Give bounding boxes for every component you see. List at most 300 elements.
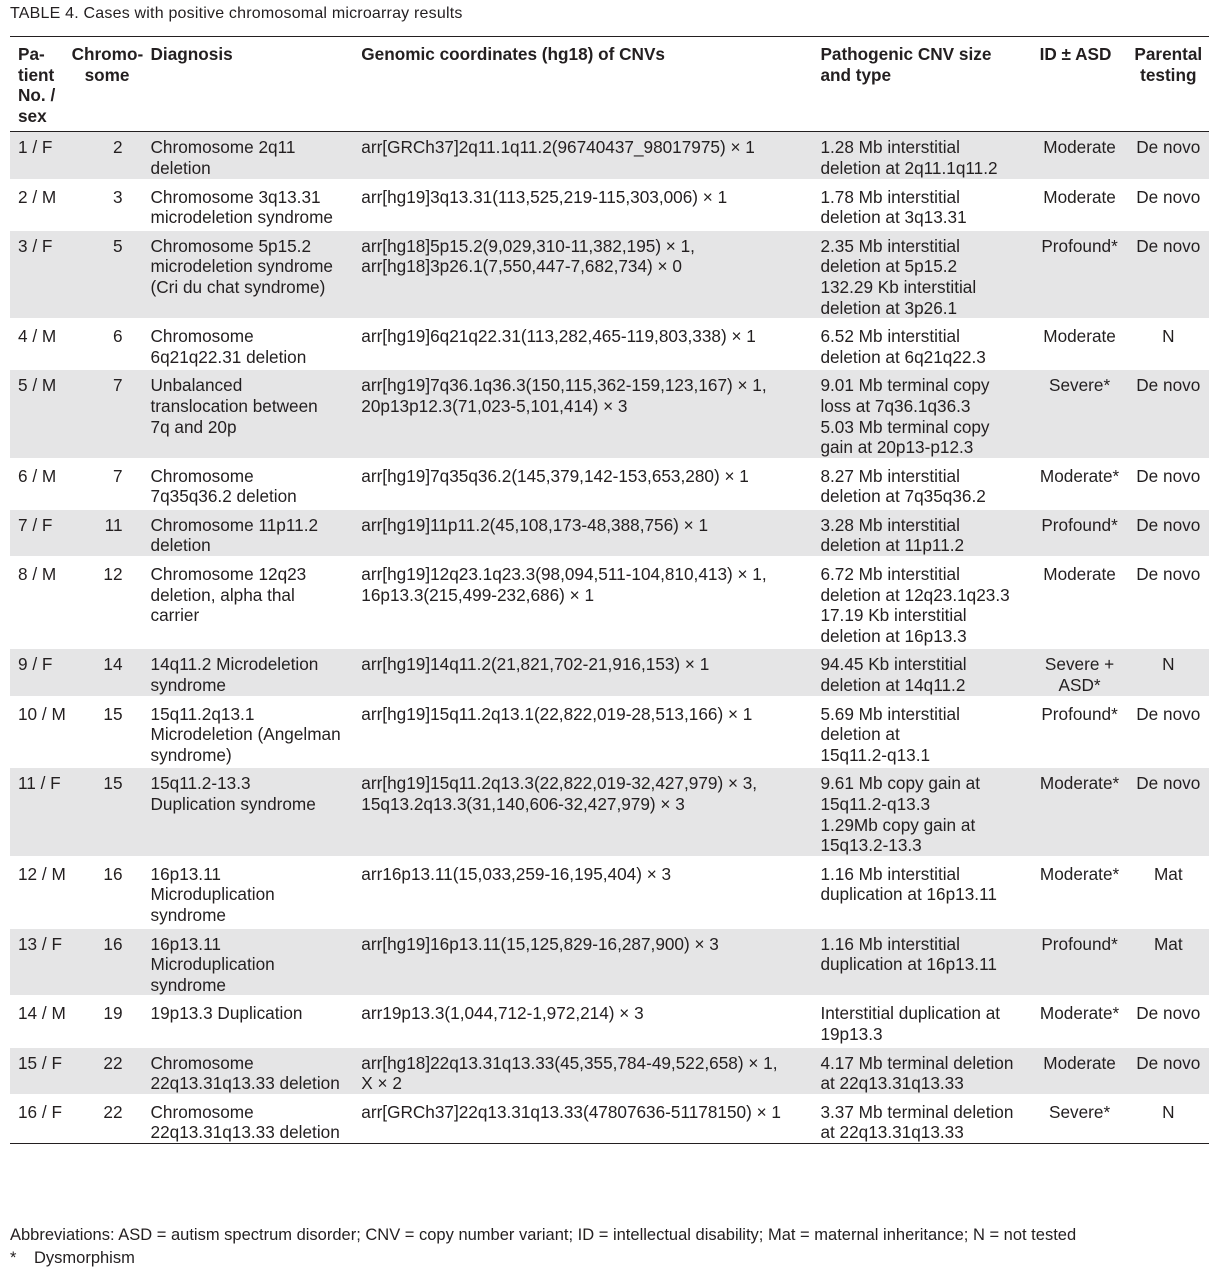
cell-diagnosis-line: Microduplication — [150, 954, 275, 975]
cell-chromosome-line: 12 — [103, 564, 123, 585]
table-row — [10, 320, 1209, 369]
cell-cnv-size — [812, 180, 1031, 229]
cell-patient-line: 2 / M — [18, 186, 57, 207]
cell-cnv-size-line: 15q11.2-q13.1 — [820, 744, 931, 765]
cell-parental-testing — [1128, 767, 1209, 857]
cell-cnv-size — [812, 767, 1031, 857]
cell-chromosome — [72, 697, 143, 767]
cell-patient — [10, 320, 72, 369]
cell-parental-testing — [1128, 648, 1209, 697]
cell-diagnosis-line: deletion — [150, 157, 211, 178]
cell-diagnosis-line: microdeletion syndrome — [150, 207, 333, 228]
header-coordinates: Genomic coordinates (hg18) of CNVs — [361, 44, 665, 64]
cell-parental-testing — [1128, 927, 1209, 997]
cell-parental-testing — [1128, 180, 1209, 229]
cell-patient-line: 16 / F — [18, 1101, 62, 1122]
cell-diagnosis-line: Chromosome 2q11 — [150, 137, 296, 158]
cell-diagnosis-line: syndrome) — [150, 744, 232, 765]
cell-parental-testing — [1128, 320, 1209, 369]
cell-id-asd — [1032, 927, 1128, 997]
cell-cnv-size-line: deletion at 12q23.1q23.3 — [820, 584, 1010, 605]
cell-cnv-size-line: 1.28 Mb interstitial — [820, 137, 960, 158]
cell-id-asd — [1032, 508, 1128, 557]
cell-patient-line: 12 / M — [18, 863, 66, 884]
cell-parental-testing-line: De novo — [1136, 375, 1201, 396]
cell-cnv-size-line: deletion at 14q11.2 — [820, 675, 966, 696]
cell-coordinates — [353, 459, 812, 508]
cell-parental-testing-line: De novo — [1136, 186, 1201, 207]
cell-cnv-size-line: loss at 7q36.1q36.3 — [820, 395, 971, 416]
cell-cnv-size-line: duplication at 16p13.11 — [820, 884, 997, 905]
cell-chromosome-line: 22 — [103, 1052, 123, 1073]
cell-diagnosis — [143, 767, 354, 857]
cell-parental-testing-line: De novo — [1136, 564, 1201, 585]
cell-cnv-size — [812, 369, 1031, 459]
cell-diagnosis-line: 19p13.3 Duplication — [150, 1003, 303, 1024]
cell-cnv-size-line: 4.17 Mb terminal deletion — [820, 1052, 1014, 1073]
cell-chromosome — [72, 320, 143, 369]
cell-patient — [10, 1046, 72, 1095]
cell-diagnosis — [143, 927, 354, 997]
cell-patient-line: 15 / F — [18, 1052, 62, 1073]
cell-cnv-size-line: deletion at 6q21q22.3 — [820, 346, 986, 367]
cell-patient-line: 6 / M — [18, 465, 57, 486]
cell-diagnosis-line: 15q11.2q13.1 — [150, 703, 255, 724]
cell-id-asd-line: Moderate — [1043, 137, 1116, 158]
cell-coordinates-line: X × 2 — [361, 1073, 402, 1094]
cell-coordinates-line: arr[hg19]6q21q22.31(113,282,465-119,803,338) × 1 — [361, 326, 756, 347]
cell-diagnosis-line: Microduplication — [150, 884, 275, 905]
cell-diagnosis — [143, 132, 354, 180]
cell-cnv-size-line: 1.16 Mb interstitial — [820, 933, 960, 954]
cell-chromosome — [72, 229, 143, 319]
cell-coordinates — [353, 229, 812, 319]
cell-parental-testing-line: Mat — [1153, 933, 1183, 954]
cell-diagnosis-line: 7q and 20p — [150, 416, 237, 437]
cell-cnv-size-line: gain at 20p13-p12.3 — [820, 437, 974, 458]
table-row — [10, 180, 1209, 229]
header-parental-line: testing — [1140, 64, 1197, 85]
cell-diagnosis — [143, 997, 354, 1046]
cell-diagnosis-line: deletion — [150, 535, 211, 556]
cell-coordinates-line: 20p13p12.3(71,023-5,101,414) × 3 — [361, 395, 628, 416]
cell-cnv-size — [812, 508, 1031, 557]
cell-cnv-size-line: 15q13.2-13.3 — [820, 835, 922, 856]
cell-chromosome — [72, 132, 143, 180]
cell-id-asd — [1032, 459, 1128, 508]
header-cnv-size-line: and type — [820, 64, 892, 85]
header-patient-line: No. / — [18, 85, 56, 106]
cell-patient-line: 3 / F — [18, 235, 53, 256]
cell-chromosome-line: 15 — [103, 703, 123, 724]
cell-patient-line: 8 / M — [18, 564, 57, 585]
cell-cnv-size — [812, 229, 1031, 319]
cell-patient-line: 5 / M — [18, 375, 57, 396]
cell-cnv-size-line: 5.69 Mb interstitial — [820, 703, 960, 724]
cell-chromosome-line: 15 — [103, 773, 123, 794]
cell-diagnosis-line: 14q11.2 Microdeletion — [150, 654, 319, 675]
cell-cnv-size — [812, 857, 1031, 927]
cell-id-asd-line: Severe* — [1048, 375, 1111, 396]
cell-chromosome — [72, 558, 143, 648]
cell-patient — [10, 132, 72, 180]
cell-patient-line: 1 / F — [18, 137, 53, 158]
cell-id-asd — [1032, 369, 1128, 459]
cell-chromosome-line: 5 — [112, 235, 123, 256]
cell-chromosome-line: 22 — [103, 1101, 123, 1122]
cell-diagnosis — [143, 508, 354, 557]
cell-cnv-size-line: 6.72 Mb interstitial — [820, 564, 960, 585]
cell-diagnosis — [143, 558, 354, 648]
header-cnv-size-line: Pathogenic CNV size — [820, 44, 992, 64]
cell-chromosome-line: 3 — [112, 186, 123, 207]
cell-cnv-size-line: deletion at 16p13.3 — [820, 625, 967, 646]
cell-diagnosis-line: deletion, alpha thal — [150, 584, 295, 605]
cell-parental-testing — [1128, 697, 1209, 767]
cell-coordinates-line: arr[hg18]3p26.1(7,550,447-7,682,734) × 0 — [361, 256, 682, 277]
cell-diagnosis-line: 7q35q36.2 deletion — [150, 486, 297, 507]
cell-parental-testing-line: De novo — [1136, 514, 1201, 535]
cell-coordinates-line: arr[GRCh37]2q11.1q11.2(96740437_98017975) × 1 — [361, 137, 755, 158]
cell-parental-testing — [1128, 229, 1209, 319]
cell-coordinates-line: arr[hg19]3q13.31(113,525,219-115,303,006) × 1 — [361, 186, 728, 207]
cell-patient-line: 4 / M — [18, 326, 57, 347]
cell-cnv-size — [812, 459, 1031, 508]
cell-parental-testing — [1128, 997, 1209, 1046]
table-row — [10, 648, 1209, 697]
cell-diagnosis-line: Chromosome 11p11.2 — [150, 514, 319, 535]
cell-cnv-size-line: 1.29Mb copy gain at — [820, 814, 976, 835]
cell-id-asd — [1032, 1095, 1128, 1143]
cell-cnv-size-line: 5.03 Mb terminal copy — [820, 416, 990, 437]
cell-patient — [10, 857, 72, 927]
cell-chromosome — [72, 857, 143, 927]
header-parental-testing — [1128, 37, 1209, 132]
header-diagnosis: Diagnosis — [150, 44, 233, 64]
cell-diagnosis-line: (Cri du chat syndrome) — [150, 276, 326, 297]
cell-diagnosis-line: syndrome — [150, 974, 226, 995]
cell-coordinates — [353, 1095, 812, 1143]
cell-coordinates-line: arr[GRCh37]22q13.31q13.33(47807636-51178150) × 1 — [361, 1101, 781, 1122]
cell-diagnosis-line: Chromosome — [150, 1052, 254, 1073]
cell-coordinates — [353, 320, 812, 369]
cell-parental-testing-line: N — [1162, 326, 1175, 347]
header-chromosome — [72, 37, 143, 132]
cell-patient — [10, 369, 72, 459]
cell-id-asd-line: Profound* — [1041, 514, 1118, 535]
cell-coordinates-line: arr[hg19]11p11.2(45,108,173-48,388,756) × 1 — [361, 514, 709, 535]
cell-cnv-size-line: 17.19 Kb interstitial — [820, 605, 967, 626]
cell-chromosome — [72, 459, 143, 508]
cell-cnv-size-line: 9.61 Mb copy gain at — [820, 773, 981, 794]
cell-patient-line: 13 / F — [18, 933, 62, 954]
cell-diagnosis — [143, 320, 354, 369]
cell-id-asd — [1032, 180, 1128, 229]
header-cnv-size — [812, 37, 1031, 132]
table-row — [10, 229, 1209, 319]
cell-cnv-size-line: at 22q13.31q13.33 — [820, 1122, 964, 1143]
cell-coordinates-line: arr[hg19]12q23.1q23.3(98,094,511-104,810,413) × 1, — [361, 564, 767, 585]
table-row — [10, 508, 1209, 557]
cell-cnv-size — [812, 648, 1031, 697]
cell-diagnosis-line: microdeletion syndrome — [150, 256, 333, 277]
cell-diagnosis-line: Chromosome — [150, 465, 254, 486]
cell-id-asd — [1032, 697, 1128, 767]
cell-id-asd-line: Moderate — [1043, 186, 1116, 207]
cell-parental-testing-line: De novo — [1136, 1003, 1201, 1024]
cell-id-asd — [1032, 132, 1128, 180]
cell-patient-line: 11 / F — [18, 773, 61, 794]
cell-parental-testing-line: Mat — [1153, 863, 1183, 884]
cell-chromosome — [72, 1046, 143, 1095]
cell-diagnosis-line: 15q11.2-13.3 — [150, 773, 251, 794]
cell-cnv-size-line: deletion at 11p11.2 — [820, 535, 965, 556]
table-caption — [10, 5, 463, 23]
cell-cnv-size-line: 8.27 Mb interstitial — [820, 465, 960, 486]
table-row — [10, 369, 1209, 459]
header-chromosome-line: Chromo- — [71, 44, 144, 64]
cell-parental-testing-line: De novo — [1136, 1052, 1201, 1073]
cell-chromosome — [72, 180, 143, 229]
cell-coordinates — [353, 558, 812, 648]
cell-parental-testing-line: N — [1162, 1101, 1175, 1122]
cell-coordinates-line: 15q13.2q13.3(31,140,606-32,427,979) × 3 — [361, 794, 685, 814]
table-label: TABLE 4. — [10, 5, 79, 22]
cell-coordinates-line: arr19p13.3(1,044,712-1,972,214) × 3 — [361, 1003, 644, 1024]
cell-cnv-size-line: 15q11.2-q13.3 — [820, 794, 931, 814]
cell-diagnosis-line: Chromosome — [150, 326, 254, 347]
cell-coordinates — [353, 180, 812, 229]
header-row — [10, 37, 1209, 132]
cell-cnv-size-line: 3.28 Mb interstitial — [820, 514, 960, 535]
cell-cnv-size-line: deletion at 3q13.31 — [820, 207, 967, 228]
cell-patient — [10, 697, 72, 767]
table-row — [10, 997, 1209, 1046]
cell-chromosome — [72, 1095, 143, 1143]
cell-coordinates — [353, 369, 812, 459]
cell-diagnosis — [143, 857, 354, 927]
cell-coordinates — [353, 1046, 812, 1095]
table-row — [10, 459, 1209, 508]
cell-id-asd-line: Moderate* — [1039, 863, 1120, 884]
cell-coordinates-line: arr[hg19]7q35q36.2(145,379,142-153,653,280) × 1 — [361, 465, 749, 486]
cell-coordinates — [353, 508, 812, 557]
cell-cnv-size-line: 1.78 Mb interstitial — [820, 186, 960, 207]
cell-parental-testing — [1128, 369, 1209, 459]
cell-coordinates — [353, 767, 812, 857]
cell-cnv-size-line: 132.29 Kb interstitial — [820, 276, 977, 297]
cell-diagnosis — [143, 369, 354, 459]
cell-patient-line: 7 / F — [18, 514, 53, 535]
cell-cnv-size-line: 94.45 Kb interstitial — [820, 654, 967, 675]
cell-diagnosis — [143, 1095, 354, 1143]
cell-parental-testing-line: De novo — [1136, 703, 1201, 724]
cell-coordinates — [353, 648, 812, 697]
header-patient — [10, 37, 72, 132]
cell-diagnosis — [143, 459, 354, 508]
cell-patient — [10, 648, 72, 697]
cell-cnv-size — [812, 132, 1031, 180]
cases-table — [10, 36, 1209, 1144]
cell-diagnosis — [143, 648, 354, 697]
cell-patient — [10, 459, 72, 508]
cell-id-asd-line: Severe* — [1048, 1101, 1111, 1122]
cell-diagnosis — [143, 229, 354, 319]
cell-cnv-size — [812, 697, 1031, 767]
cell-cnv-size — [812, 1046, 1031, 1095]
cell-cnv-size-line: 19p13.3 — [820, 1023, 883, 1044]
cell-cnv-size-line: at 22q13.31q13.33 — [820, 1073, 964, 1094]
footnote-star: * — [10, 1249, 17, 1267]
cell-id-asd — [1032, 648, 1128, 697]
header-id-asd: ID ± ASD — [1039, 44, 1112, 64]
table-row — [10, 927, 1209, 997]
cell-id-asd-line: Severe + — [1044, 654, 1115, 675]
cell-coordinates-line: 16p13.3(215,499-232,686) × 1 — [361, 584, 594, 605]
cell-parental-testing — [1128, 558, 1209, 648]
table-row — [10, 857, 1209, 927]
cell-coordinates-line: arr[hg19]15q11.2q13.1(22,822,019-28,513,166) × 1 — [361, 703, 753, 724]
cell-diagnosis-line: syndrome — [150, 904, 226, 925]
cell-cnv-size-line: 3.37 Mb terminal deletion — [820, 1101, 1014, 1122]
cell-parental-testing — [1128, 1095, 1209, 1143]
cell-diagnosis-line: Unbalanced — [150, 375, 243, 396]
cell-id-asd — [1032, 1046, 1128, 1095]
table-row — [10, 697, 1209, 767]
cell-parental-testing-line: De novo — [1136, 773, 1201, 794]
cell-parental-testing — [1128, 508, 1209, 557]
cell-cnv-size-line: 9.01 Mb terminal copy — [820, 375, 990, 396]
cell-id-asd-line: Moderate* — [1039, 773, 1120, 794]
cell-chromosome — [72, 508, 143, 557]
cell-diagnosis — [143, 1046, 354, 1095]
cell-cnv-size — [812, 997, 1031, 1046]
cell-chromosome-line: 16 — [103, 933, 123, 954]
footnote-star-text: Dysmorphism — [34, 1249, 135, 1267]
cell-parental-testing-line: De novo — [1136, 465, 1201, 486]
table-title: Cases with positive chromosomal microarray results — [83, 5, 463, 22]
cell-diagnosis-line: Chromosome 12q23 — [150, 564, 307, 585]
cell-cnv-size-line: 6.52 Mb interstitial — [820, 326, 960, 347]
cell-diagnosis-line: Chromosome 5p15.2 — [150, 235, 312, 256]
cell-id-asd — [1032, 558, 1128, 648]
cell-id-asd-line: Moderate — [1043, 564, 1116, 585]
cell-parental-testing — [1128, 1046, 1209, 1095]
cell-cnv-size-line: duplication at 16p13.11 — [820, 954, 997, 975]
cell-cnv-size — [812, 320, 1031, 369]
table-row — [10, 558, 1209, 648]
footnote-abbreviations: Abbreviations: ASD = autism spectrum disorder; CNV = copy number variant; ID = intellectual disability; Mat = maternal inheritance; N = not tested — [10, 1226, 1077, 1244]
cell-diagnosis — [143, 697, 354, 767]
cell-chromosome — [72, 369, 143, 459]
table-body — [10, 132, 1209, 1144]
cell-chromosome-line: 11 — [104, 514, 123, 535]
cell-chromosome-line: 7 — [112, 375, 123, 396]
cell-coordinates-line: arr[hg18]5p15.2(9,029,310-11,382,195) × 1, — [361, 235, 695, 256]
cell-chromosome-line: 7 — [112, 465, 123, 486]
cell-id-asd-line: Moderate — [1043, 1052, 1116, 1073]
cell-id-asd-line: Moderate — [1043, 326, 1116, 347]
cell-id-asd — [1032, 229, 1128, 319]
cell-id-asd-line: Profound* — [1041, 235, 1118, 256]
cell-parental-testing-line: N — [1162, 654, 1175, 675]
cell-patient — [10, 997, 72, 1046]
cell-patient-line: 10 / M — [18, 703, 66, 724]
cell-coordinates-line: arr[hg19]7q36.1q36.3(150,115,362-159,123,167) × 1, — [361, 375, 767, 396]
cell-id-asd-line: Profound* — [1041, 933, 1118, 954]
cell-coordinates — [353, 927, 812, 997]
header-parental-line: Parental — [1134, 44, 1203, 64]
cell-diagnosis-line: Duplication syndrome — [150, 794, 316, 814]
cell-coordinates-line: arr[hg18]22q13.31q13.33(45,355,784-49,522,658) × 1, — [361, 1052, 778, 1073]
cell-cnv-size-line: 2.35 Mb interstitial — [820, 235, 960, 256]
table-header — [10, 37, 1209, 132]
cell-patient-line: 14 / M — [18, 1003, 66, 1024]
cell-chromosome — [72, 767, 143, 857]
cell-parental-testing-line: De novo — [1136, 137, 1201, 158]
cell-diagnosis-line: 6q21q22.31 deletion — [150, 346, 307, 367]
cell-id-asd-line: Moderate* — [1039, 465, 1120, 486]
cell-diagnosis — [143, 180, 354, 229]
cell-cnv-size-line: deletion at 2q11.1q11.2 — [820, 157, 998, 178]
cell-cnv-size — [812, 927, 1031, 997]
cell-coordinates-line: arr[hg19]14q11.2(21,821,702-21,916,153) × 1 — [361, 654, 710, 675]
table-footnotes — [10, 1224, 1076, 1270]
cell-chromosome — [72, 927, 143, 997]
cell-chromosome-line: 2 — [112, 137, 123, 158]
cell-coordinates-line: arr[hg19]16p13.11(15,125,829-16,287,900) × 3 — [361, 933, 719, 954]
cell-patient — [10, 508, 72, 557]
cell-cnv-size-line: 1.16 Mb interstitial — [820, 863, 960, 884]
cell-chromosome — [72, 648, 143, 697]
cell-coordinates-line: arr16p13.11(15,033,259-16,195,404) × 3 — [361, 863, 672, 884]
header-chromosome-line: some — [84, 64, 130, 85]
cell-cnv-size — [812, 1095, 1031, 1143]
cell-cnv-size-line: Interstitial duplication at — [820, 1003, 1001, 1024]
cell-id-asd-line: ASD* — [1058, 675, 1101, 696]
cell-cnv-size-line: deletion at — [820, 724, 900, 745]
cell-id-asd — [1032, 857, 1128, 927]
cell-diagnosis-line: Microdeletion (Angelman — [150, 724, 341, 745]
cell-id-asd — [1032, 320, 1128, 369]
table-row — [10, 1095, 1209, 1143]
cell-id-asd — [1032, 767, 1128, 857]
cell-id-asd-line: Moderate* — [1039, 1003, 1120, 1024]
cell-diagnosis-line: 16p13.11 — [150, 933, 221, 954]
cell-patient-line: 9 / F — [18, 654, 53, 675]
cell-diagnosis-line: Chromosome — [150, 1101, 254, 1122]
cell-chromosome-line: 14 — [103, 654, 123, 675]
cell-diagnosis-line: syndrome — [150, 675, 226, 696]
cell-diagnosis-line: 22q13.31q13.33 deletion — [150, 1073, 340, 1094]
cell-patient — [10, 927, 72, 997]
cell-coordinates — [353, 857, 812, 927]
header-patient-line: Pa- — [18, 44, 45, 64]
cell-chromosome-line: 6 — [112, 326, 123, 347]
table-row — [10, 132, 1209, 180]
cell-diagnosis-line: 22q13.31q13.33 deletion — [150, 1122, 340, 1143]
cell-diagnosis-line: carrier — [150, 605, 200, 626]
cell-diagnosis-line: translocation between — [150, 395, 318, 416]
cell-patient — [10, 180, 72, 229]
cell-patient — [10, 229, 72, 319]
header-patient-line: tient — [18, 64, 55, 85]
cell-cnv-size-line: deletion at 5p15.2 — [820, 256, 958, 277]
cell-coordinates — [353, 997, 812, 1046]
cell-coordinates-line: arr[hg19]15q11.2q13.3(22,822,019-32,427,979) × 3, — [361, 773, 758, 794]
cell-cnv-size-line: deletion at 3p26.1 — [820, 297, 958, 318]
table-row — [10, 767, 1209, 857]
